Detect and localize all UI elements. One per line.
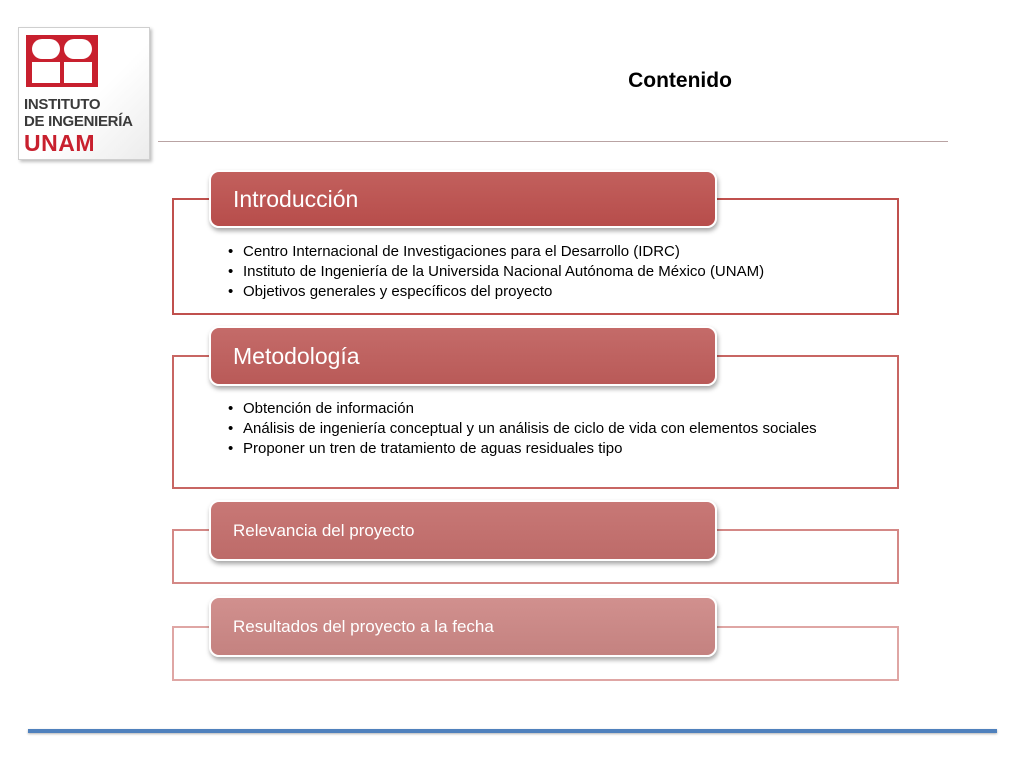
section-resultados-label: Resultados del proyecto a la fecha [233,616,494,636]
section-relevancia-tab [209,500,717,561]
list-item: • Análisis de ingeniería conceptual y un análisis de ciclo de vida con elementos sociales [228,420,868,438]
institute-logo [18,27,150,160]
section-relevancia-label: Relevancia del proyecto [233,520,415,540]
title-divider [158,141,948,142]
logo-emblem-icon [26,35,98,87]
page-title: Contenido [628,69,732,92]
list-item: • Instituto de Ingeniería de la Universida Nacional Autónoma de México (UNAM) [228,262,868,282]
list-item: • Centro Internacional de Investigaciones para el Desarrollo (IDRC) [228,242,868,262]
section-introduccion-list [228,242,868,302]
list-item: • Proponer un tren de tratamiento de aguas residuales tipo [228,440,868,458]
section-metodologia-label: Metodología [233,342,360,369]
logo-text [24,96,133,156]
section-introduccion-tab [209,170,717,228]
list-item: • Obtención de información [228,400,868,418]
section-metodologia-tab [209,326,717,386]
logo-line-2: DE INGENIERÍA [24,113,133,130]
logo-line-3: UNAM [24,130,95,156]
section-introduccion-label: Introducción [233,185,359,212]
footer-bar [28,729,997,733]
list-item: • Objetivos generales y específicos del proyecto [228,282,868,302]
section-resultados-tab [209,596,717,657]
logo-line-1: INSTITUTO [24,96,101,113]
section-metodologia-list [228,400,868,460]
